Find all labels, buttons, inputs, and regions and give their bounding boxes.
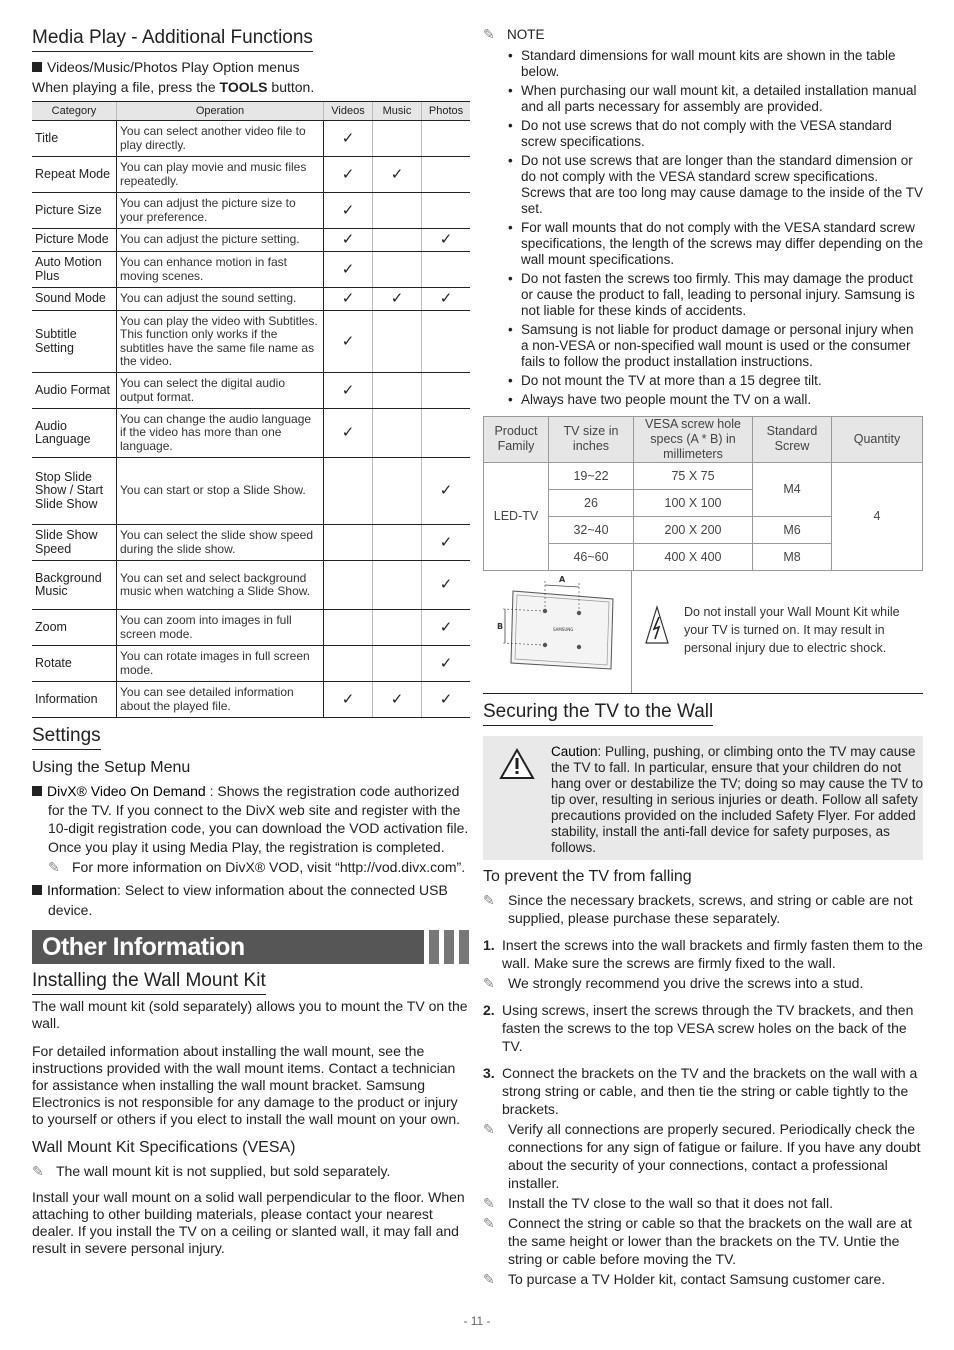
tv-bracket-diagram-icon: [483, 571, 631, 693]
col-vesa-specs: VESA screw hole specs (A * B) in millimeters: [634, 416, 753, 462]
check-icon: ✓: [390, 690, 404, 708]
check-icon: ✓: [341, 332, 355, 350]
check-icon: ✓: [439, 618, 453, 636]
photos-cell: [422, 157, 471, 193]
check-icon: ✓: [439, 533, 453, 551]
bullet-icon: •: [508, 391, 513, 407]
music-cell: [373, 409, 422, 458]
caution-text: Caution: Pulling, pushing, or climbing onto the TV may cause the TV to fall. In particular, ensure that your children do not hang over or destabilize the TV; doing so may cause the TV to tip over, resulting in serious injuries or death. Follow all safety precautions provided on the included Safety Flyer. For added stability, install the anti-fall device for safety purposes, as follows.: [551, 743, 923, 855]
photos-cell: [422, 646, 471, 682]
table-row: [32, 229, 470, 252]
note-heading: ✎ NOTE: [483, 26, 545, 42]
square-bullet-icon: [32, 62, 42, 72]
banner-stripe: [459, 930, 469, 964]
bullet-icon: •: [508, 152, 513, 168]
setup-menu-heading: Using the Setup Menu: [32, 759, 191, 776]
category-cell: Sound Mode: [32, 288, 117, 311]
table-row: [32, 610, 470, 646]
note-item: • For wall mounts that do not comply with the VESA standard screw specifications, the length of the screws may differ depending on the wall mount specifications.: [508, 219, 923, 267]
play-options-table: [32, 101, 470, 718]
music-cell: [373, 252, 422, 288]
pencil-note-icon: ✎: [483, 1270, 495, 1287]
table-row: [32, 682, 470, 718]
securing-title: Securing the TV to the Wall: [483, 700, 713, 726]
check-icon: ✓: [341, 231, 355, 249]
vesa-table-header: [484, 416, 923, 462]
pencil-note-icon: ✎: [32, 1163, 44, 1179]
operation-cell: You can select the slide show speed during the slide show.: [117, 525, 324, 561]
videos-cell: [324, 121, 373, 157]
other-information-title: Other Information: [42, 933, 245, 961]
category-cell: Subtitle Setting: [32, 311, 117, 373]
notes-list: [483, 48, 923, 408]
tv-back-diagram: [483, 571, 632, 693]
step-2: 2. Using screws, insert the screws through the TV brackets, and then fasten the screws to the top VESA screw holes on the back of the TV.: [483, 1001, 914, 1054]
photos-cell: [422, 121, 471, 157]
videos-cell: [324, 409, 373, 458]
note-item: • Do not use screws that are longer than the standard dimension or do not comply with the VESA standard screw specifications. Screws that are too long may cause damage to the inside of the TV set.: [508, 152, 923, 216]
pencil-note-icon: ✎: [483, 1214, 495, 1231]
photos-cell: [422, 458, 471, 525]
videos-cell: [324, 229, 373, 252]
table-row: [32, 646, 470, 682]
category-cell: Information: [32, 682, 117, 718]
operation-cell: You can zoom into images in full screen mode.: [117, 610, 324, 646]
music-cell: [373, 561, 422, 610]
photos-cell: [422, 373, 471, 409]
operation-cell: You can set and select background music when watching a Slide Show.: [117, 561, 324, 610]
check-icon: ✓: [341, 201, 355, 219]
videos-cell: [324, 193, 373, 229]
operation-cell: You can play movie and music files repeatedly.: [117, 157, 324, 193]
col-videos: Videos: [324, 102, 373, 121]
play-intro: When playing a file, press the TOOLS button.: [32, 79, 315, 95]
information-paragraph: Information: Select to view information about the connected USB device.: [32, 880, 470, 920]
music-cell: [373, 311, 422, 373]
square-bullet-icon: [32, 885, 42, 895]
photos-cell: [422, 252, 471, 288]
table-row: [484, 462, 923, 489]
caution-box: [483, 736, 923, 860]
category-cell: Background Music: [32, 561, 117, 610]
videos-cell: [324, 373, 373, 409]
check-icon: ✓: [390, 165, 404, 183]
pencil-note-icon: ✎: [483, 1194, 495, 1211]
divx-paragraph: DivX® Video On Demand : Shows the registration code authorized for the TV. If you connect to the DivX web site and register with the 10-digit registration code, you can download the VOD activation file. Once you play it using Media Play, the registration is completed.: [32, 782, 470, 856]
music-cell: [373, 458, 422, 525]
music-cell: [373, 157, 422, 193]
play-table-body: [32, 121, 470, 718]
videos-cell: [324, 610, 373, 646]
svg-text:A: A: [559, 574, 566, 584]
divx-note: ✎ For more information on DivX® VOD, visit “http://vod.divx.com”.: [48, 859, 466, 875]
pencil-note-icon: ✎: [483, 891, 495, 908]
table-row: [32, 525, 470, 561]
other-information-block: [32, 930, 424, 964]
settings-title: Settings: [32, 724, 101, 750]
purchase-note: ✎ Since the necessary brackets, screws, and string or cable are not supplied, please purchase these separately.: [483, 891, 913, 926]
music-cell: [373, 610, 422, 646]
category-cell: Audio Format: [32, 373, 117, 409]
col-standard-screw: Standard Screw: [753, 416, 832, 462]
table-row: [32, 121, 470, 157]
quantity-cell: 4: [832, 462, 923, 570]
step-3: 3. Connect the brackets on the TV and the brackets on the wall with a strong string or cable, and then tie the string or cable tightly to the brackets.: [483, 1064, 918, 1117]
photos-cell: [422, 229, 471, 252]
operation-cell: You can play the video with Subtitles. This function only works if the subtitles have the same file name as the video.: [117, 311, 324, 373]
play-menu-heading: Videos/Music/Photos Play Option menus: [32, 59, 470, 75]
operation-cell: You can start or stop a Slide Show.: [117, 458, 324, 525]
wall-mount-title: Installing the Wall Mount Kit: [32, 969, 266, 995]
media-play-title: Media Play - Additional Functions: [32, 26, 313, 52]
final-note: ✎ Connect the string or cable so that the brackets on the wall are at the same height or lower than the brackets on the TV. Untie the string or cable before moving the TV.: [483, 1214, 912, 1267]
photos-cell: [422, 311, 471, 373]
spec-cell: 200 X 200: [634, 516, 753, 543]
category-cell: Picture Size: [32, 193, 117, 229]
music-cell: [373, 682, 422, 718]
photos-cell: [422, 409, 471, 458]
check-icon: ✓: [341, 381, 355, 399]
photos-cell: [422, 610, 471, 646]
table-row: [32, 458, 470, 525]
videos-cell: [324, 561, 373, 610]
col-photos: Photos: [422, 102, 471, 121]
vesa-install-paragraph: Install your wall mount on a solid wall perpendicular to the floor. When attaching to other building materials, please contact your nearest dealer. If you install the TV on a ceiling or slanted wall, it may fall and result in severe personal injury.: [32, 1188, 465, 1256]
videos-cell: [324, 525, 373, 561]
table-row: [32, 157, 470, 193]
table-row: [32, 288, 470, 311]
pencil-note-icon: ✎: [48, 859, 60, 875]
bullet-icon: •: [508, 270, 513, 286]
videos-cell: [324, 311, 373, 373]
category-cell: Slide Show Speed: [32, 525, 117, 561]
operation-cell: You can adjust the picture size to your preference.: [117, 193, 324, 229]
pencil-note-icon: ✎: [483, 974, 495, 991]
size-cell: 26: [549, 489, 634, 516]
bullet-icon: •: [508, 117, 513, 133]
videos-cell: [324, 646, 373, 682]
right-column: [483, 26, 923, 1288]
check-icon: ✓: [439, 690, 453, 708]
svg-text:SAMSUNG: SAMSUNG: [553, 626, 574, 632]
col-operation: Operation: [117, 102, 324, 121]
photos-cell: [422, 561, 471, 610]
table-row: [32, 252, 470, 288]
music-cell: [373, 288, 422, 311]
note-item: • Always have two people mount the TV on a wall.: [508, 391, 812, 407]
check-icon: ✓: [439, 576, 453, 594]
operation-cell: You can rotate images in full screen mode.: [117, 646, 324, 682]
check-icon: ✓: [341, 690, 355, 708]
category-cell: Rotate: [32, 646, 117, 682]
note-item: • Do not fasten the screws too firmly. This may damage the product or cause the product to fall, leading to personal injury. Samsung is not liable for these kinds of accidents.: [508, 270, 915, 318]
spec-cell: 100 X 100: [634, 489, 753, 516]
col-category: Category: [32, 102, 117, 121]
category-cell: Picture Mode: [32, 229, 117, 252]
col-quantity: Quantity: [832, 416, 923, 462]
photos-cell: [422, 525, 471, 561]
bullet-icon: •: [508, 82, 513, 98]
operation-cell: You can change the audio language if the video has more than one language.: [117, 409, 324, 458]
check-icon: ✓: [341, 290, 355, 308]
check-icon: ✓: [341, 424, 355, 442]
other-information-banner: [32, 930, 470, 964]
vesa-spec-table: [483, 416, 923, 571]
play-table-header: [32, 102, 470, 121]
music-cell: [373, 229, 422, 252]
note-item: • When purchasing our wall mount kit, a detailed installation manual and all parts necessary for assembly are provided.: [508, 82, 917, 114]
pencil-note-icon: ✎: [483, 1120, 495, 1137]
operation-cell: You can select another video file to play directly.: [117, 121, 324, 157]
videos-cell: [324, 157, 373, 193]
check-icon: ✓: [390, 290, 404, 308]
note-item: • Do not use screws that do not comply with the VESA standard screw specifications.: [508, 117, 892, 149]
bullet-icon: •: [508, 219, 513, 235]
music-cell: [373, 373, 422, 409]
size-cell: 46~60: [549, 543, 634, 570]
category-cell: Repeat Mode: [32, 157, 117, 193]
table-row: [32, 193, 470, 229]
prevent-falling-heading: To prevent the TV from falling: [483, 867, 692, 885]
check-icon: ✓: [439, 290, 453, 308]
music-cell: [373, 121, 422, 157]
left-column: [32, 26, 470, 1257]
pencil-note-icon: ✎: [483, 26, 495, 42]
photos-cell: [422, 193, 471, 229]
note-item: • Do not mount the TV at more than a 15 degree tilt.: [508, 372, 822, 388]
note-item: • Samsung is not liable for product damage or personal injury when a non-VESA or non-specified wall mount is used or the consumer fails to follow the product installation instructions.: [508, 321, 914, 369]
videos-cell: [324, 252, 373, 288]
category-cell: Zoom: [32, 610, 117, 646]
check-icon: ✓: [341, 260, 355, 278]
bullet-icon: •: [508, 372, 513, 388]
category-cell: Audio Language: [32, 409, 117, 458]
wall-mount-intro: The wall mount kit (sold separately) allows you to mount the TV on the wall.: [32, 998, 468, 1031]
screw-cell: M8: [753, 543, 832, 570]
operation-cell: You can enhance motion in fast moving scenes.: [117, 252, 324, 288]
final-note: ✎ Verify all connections are properly secured. Periodically check the connections for any sign of fatigue or failure. If you have any doubt about the security of your connections, contact a professional installer.: [483, 1120, 921, 1191]
music-cell: [373, 193, 422, 229]
svg-text:B: B: [497, 621, 504, 631]
electric-shock-warning: Do not install your Wall Mount Kit while your TV is turned on. It may result in personal injury due to electric shock.: [632, 571, 923, 693]
vesa-spec-heading: Wall Mount Kit Specifications (VESA): [32, 1139, 296, 1156]
music-cell: [373, 525, 422, 561]
videos-cell: [324, 682, 373, 718]
family-cell: LED-TV: [484, 462, 549, 570]
bullet-icon: •: [508, 47, 513, 63]
table-row: [32, 409, 470, 458]
category-cell: Auto Motion Plus: [32, 252, 117, 288]
note-item: • Standard dimensions for wall mount kits are shown in the table below.: [508, 47, 896, 79]
operation-cell: You can adjust the picture setting.: [117, 229, 324, 252]
category-cell: Stop Slide Show / Start Slide Show: [32, 458, 117, 525]
size-cell: 32~40: [549, 516, 634, 543]
table-row: [32, 373, 470, 409]
final-notes-list: [483, 1120, 923, 1288]
warning-triangle-icon: [499, 748, 535, 780]
wall-mount-warning-row: [483, 571, 923, 694]
screw-cell: M6: [753, 516, 832, 543]
videos-cell: [324, 288, 373, 311]
electric-shock-icon: [644, 605, 670, 645]
check-icon: ✓: [341, 129, 355, 147]
bullet-icon: •: [508, 321, 513, 337]
operation-cell: You can select the digital audio output format.: [117, 373, 324, 409]
banner-stripe: [444, 930, 454, 964]
videos-cell: [324, 458, 373, 525]
spec-cell: 400 X 400: [634, 543, 753, 570]
banner-stripe: [429, 930, 439, 964]
stud-note: ✎ We strongly recommend you drive the screws into a stud.: [483, 974, 864, 991]
check-icon: ✓: [439, 231, 453, 249]
wall-mount-details: For detailed information about installing the wall mount, see the instructions provided with the wall mount items. Contact a technician for assistance when installing the wall mount bracket. Samsung Electronics is not responsible for any damage to the product or injury to yourself or others if you elect to install the wall mount on your own.: [32, 1043, 460, 1127]
square-bullet-icon: [32, 786, 42, 796]
col-tv-size: TV size in inches: [549, 416, 634, 462]
photos-cell: [422, 682, 471, 718]
category-cell: Title: [32, 121, 117, 157]
check-icon: ✓: [439, 654, 453, 672]
col-product-family: Product Family: [484, 416, 549, 462]
check-icon: ✓: [341, 165, 355, 183]
check-icon: ✓: [439, 482, 453, 500]
operation-cell: You can adjust the sound setting.: [117, 288, 324, 311]
photos-cell: [422, 288, 471, 311]
step-1: 1. Insert the screws into the wall brackets and firmly fasten them to the wall. Make sure the screws are firmly fixed to the wall.: [483, 936, 923, 971]
spec-cell: 75 X 75: [634, 462, 753, 489]
page-number: - 11 -: [463, 1314, 491, 1328]
table-row: [32, 561, 470, 610]
operation-cell: You can see detailed information about the played file.: [117, 682, 324, 718]
size-cell: 19~22: [549, 462, 634, 489]
music-cell: [373, 646, 422, 682]
col-music: Music: [373, 102, 422, 121]
table-row: [32, 311, 470, 373]
final-note: ✎ Install the TV close to the wall so that it does not fall.: [483, 1194, 834, 1211]
vesa-note: ✎ The wall mount kit is not supplied, but sold separately.: [32, 1163, 391, 1179]
screw-cell: M4: [753, 462, 832, 516]
final-note: ✎ To purcase a TV Holder kit, contact Samsung customer care.: [483, 1270, 886, 1287]
